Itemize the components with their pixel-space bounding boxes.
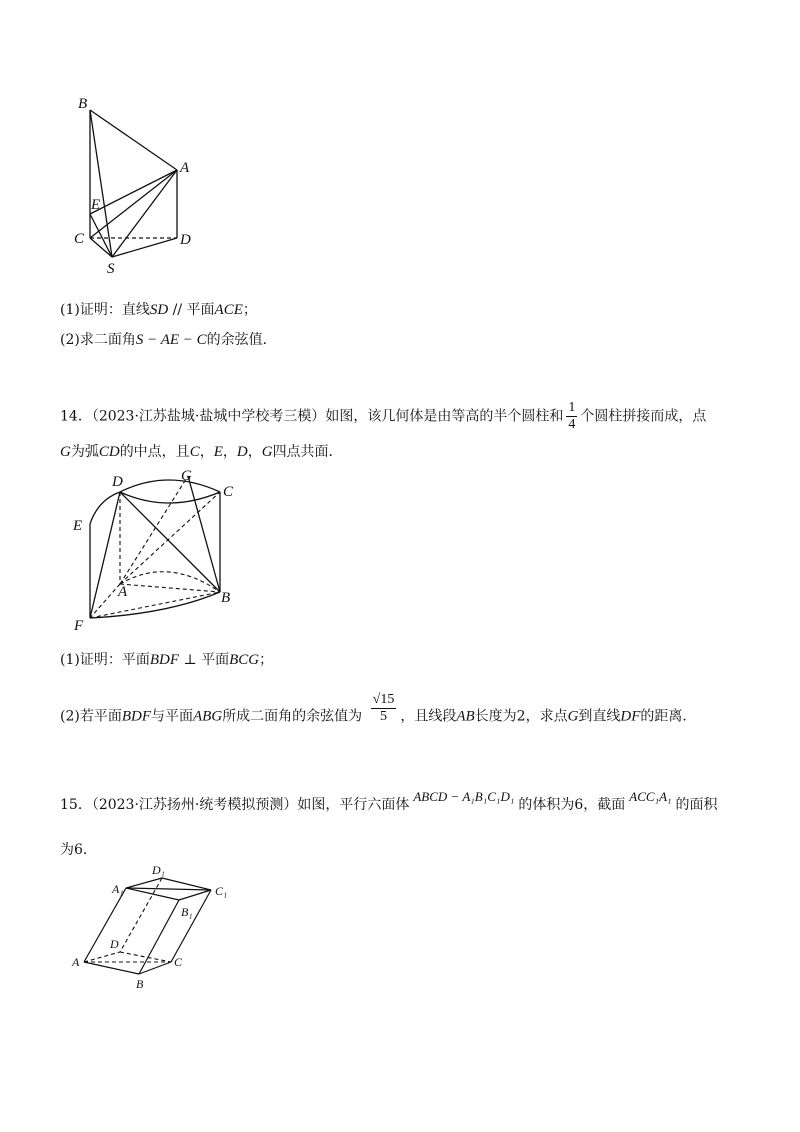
label-F: F [74,618,84,634]
label-B1: B₁ [181,905,193,919]
label-D: D [180,232,191,248]
q14-part1: (1)证明：平面BDF ⊥ 平面BCG； [60,652,274,668]
label-S: S [107,261,115,277]
figure-14-cylinder-solid [68,466,248,636]
label-D1: D₁ [152,863,165,877]
label-B: B [78,96,88,112]
label-C1: C₁ [215,884,228,898]
figure-15-parallelepiped [66,860,236,995]
label-A: A [180,160,190,176]
q15-stem-line2: 为6． [60,842,97,858]
label-A: A [118,584,128,600]
label-B: B [136,977,144,991]
figure-13-pyramid [60,92,230,277]
fraction-sqrt15-over-5: $\frac{√15}{5}$ [372,692,395,724]
label-B: B [221,590,231,606]
label-E: E [91,197,101,213]
q14-stem-line1: 14．（2023·江苏盐城·盐城中学校考三模）如图，该几何体是由等高的半个圆柱和 $\frac{1}{4}$ 个圆柱拼接而成，点 [60,400,707,432]
label-E: E [73,518,83,534]
q14-part2: (2)若平面BDF与平面ABG所成二面角的余弦值为 $\frac{√15}{5}$ ，且线段AB长度为2，求点G到直线DF的距离． [60,692,697,725]
q13-part1: (1)证明：直线SD // 平面ACE； [60,302,257,318]
label-G: G [181,468,192,484]
fraction-one-quarter: $\frac{1}{4}$ [568,400,576,432]
q13-part2: (2)求二面角S − AE − C的余弦值． [60,332,277,348]
label-C: C [223,484,234,500]
label-A1: A₁ [112,882,124,896]
label-A: A [72,955,80,969]
label-C: C [74,231,85,247]
label-C: C [174,955,183,969]
q14-stem-line2: G为弧CD的中点，且C，E，D，G四点共面． [60,444,343,460]
q15-stem-line1: 15．（2023·江苏扬州·统考模拟预测）如图，平行六面体ABCD − A₁B₁C₁D₁的体积为6，截面ACC₁A₁的面积 [60,789,718,813]
label-D: D [112,474,123,490]
label-D: D [110,937,119,951]
